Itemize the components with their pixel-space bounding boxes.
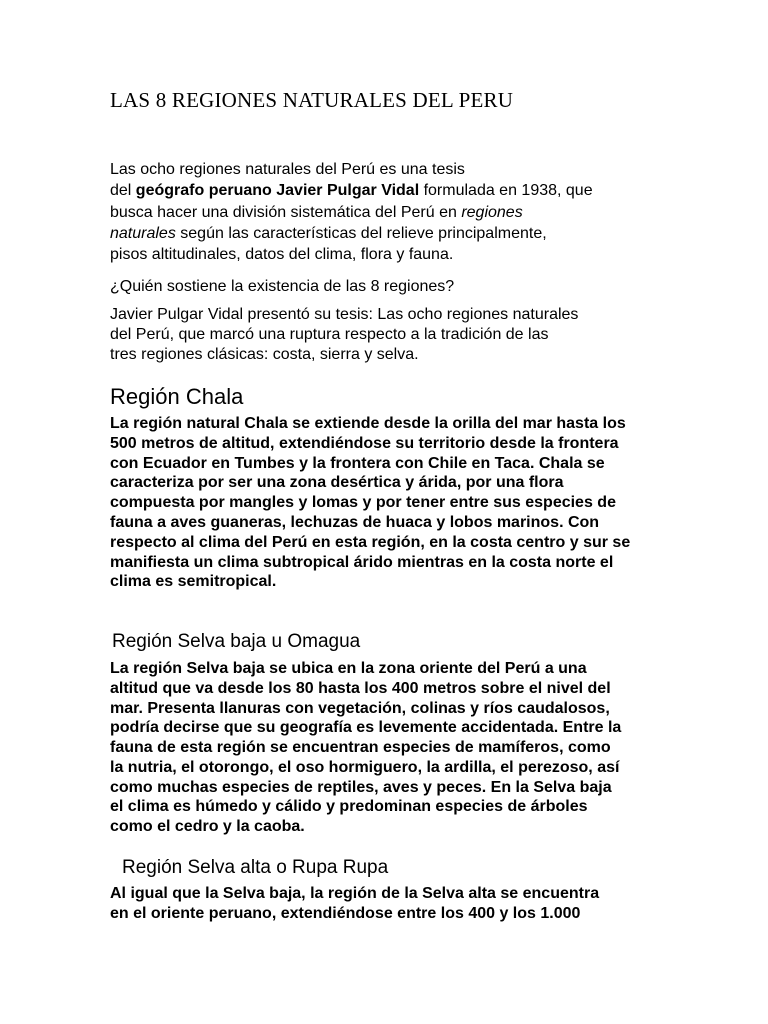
answer-line: tres regiones clásicas: costa, sierra y selva.	[110, 346, 419, 363]
chala-line: caracteriza por ser una zona desértica y árida, por una flora	[110, 474, 564, 491]
intro-italic-text: regiones	[461, 204, 523, 221]
intro-line	[110, 203, 523, 223]
question-text: ¿Quién sostiene la existencia de las 8 regiones?	[110, 278, 455, 295]
intro-line	[110, 160, 465, 180]
selva-baja-line: como el cedro y la caoba.	[110, 818, 305, 835]
intro-text: .	[448, 246, 454, 263]
intro-text: altitudinales	[151, 246, 237, 263]
chala-line: 500 metros de altitud, extendiéndose su territorio desde la frontera	[110, 435, 619, 452]
selva-baja-line: altitud que va desde los 80 hasta los 400 metros sobre el nivel del	[110, 680, 611, 697]
selva-baja-line: mar. Presenta llanuras con vegetación, colinas y ríos caudalosos,	[110, 700, 610, 717]
intro-line	[110, 245, 453, 265]
intro-line	[110, 181, 593, 201]
chala-line: La región natural Chala se extiende desde la orilla del mar hasta los	[110, 415, 626, 432]
intro-text: , datos del clima,	[236, 246, 361, 263]
intro-text: fauna	[408, 246, 449, 263]
chala-line: con Ecuador en Tumbes y la frontera con Chile en Taca. Chala se	[110, 455, 605, 472]
answer-line: Javier Pulgar Vidal presentó su tesis: Las ocho regiones naturales	[110, 306, 579, 323]
intro-italic-text: naturales	[110, 225, 176, 242]
selva-baja-line: la nutria, el otorongo, el oso hormiguero, la ardilla, el perezoso, así	[110, 759, 620, 776]
section-heading-selva-alta: Región Selva alta o Rupa Rupa	[122, 857, 389, 878]
intro-text: según las características del relieve principalmente,	[175, 225, 547, 242]
intro-text: y	[391, 246, 409, 263]
chala-line: clima es semitropical.	[110, 573, 277, 590]
chala-line: respecto al clima del Perú en esta región, en la costa centro y sur se	[110, 534, 631, 551]
answer-line: del Perú, que marcó una ruptura respecto a la tradición de las	[110, 326, 549, 343]
intro-bold-text: geógrafo peruano Javier Pulgar Vidal	[135, 182, 420, 199]
chala-line: compuesta por mangles y lomas y por tener entre sus especies de	[110, 494, 616, 511]
section-heading-chala: Región Chala	[110, 384, 244, 409]
selva-baja-line: el clima es húmedo y cálido y predominan especies de árboles	[110, 798, 588, 815]
selva-baja-line: podría decirse que su geografía es levemente accidentada. Entre la	[110, 719, 622, 736]
selva-alta-line: Al igual que la Selva baja, la región de la Selva alta se encuentra	[110, 885, 600, 902]
selva-alta-line: en el oriente peruano, extendiéndose entre los 400 y los 1.000	[110, 905, 581, 922]
page-title: LAS 8 REGIONES NATURALES DEL PERU	[110, 88, 514, 112]
selva-baja-line: fauna de esta región se encuentran especies de mamíferos, como	[110, 739, 611, 756]
intro-text: busca hacer una división sistemática del Perú en	[110, 204, 462, 221]
selva-baja-line: La región Selva baja se ubica en la zona oriente del Perú a una	[110, 660, 587, 677]
intro-text: formulada en 1938, que	[419, 182, 593, 199]
selva-baja-line: como muchas especies de reptiles, aves y peces. En la Selva baja	[110, 779, 612, 796]
chala-line: manifiesta un clima subtropical árido mientras en la costa norte el	[110, 554, 614, 571]
chala-line: fauna a aves guaneras, lechuzas de huaca y lobos marinos. Con	[110, 514, 600, 531]
intro-text: del	[110, 182, 136, 199]
intro-text: Las ocho regiones naturales del Perú es una tesis	[110, 161, 465, 178]
intro-text: pisos	[110, 246, 152, 263]
intro-line	[110, 224, 547, 244]
intro-text: flora	[360, 246, 392, 263]
section-heading-selva-baja: Región Selva baja u Omagua	[112, 631, 361, 652]
